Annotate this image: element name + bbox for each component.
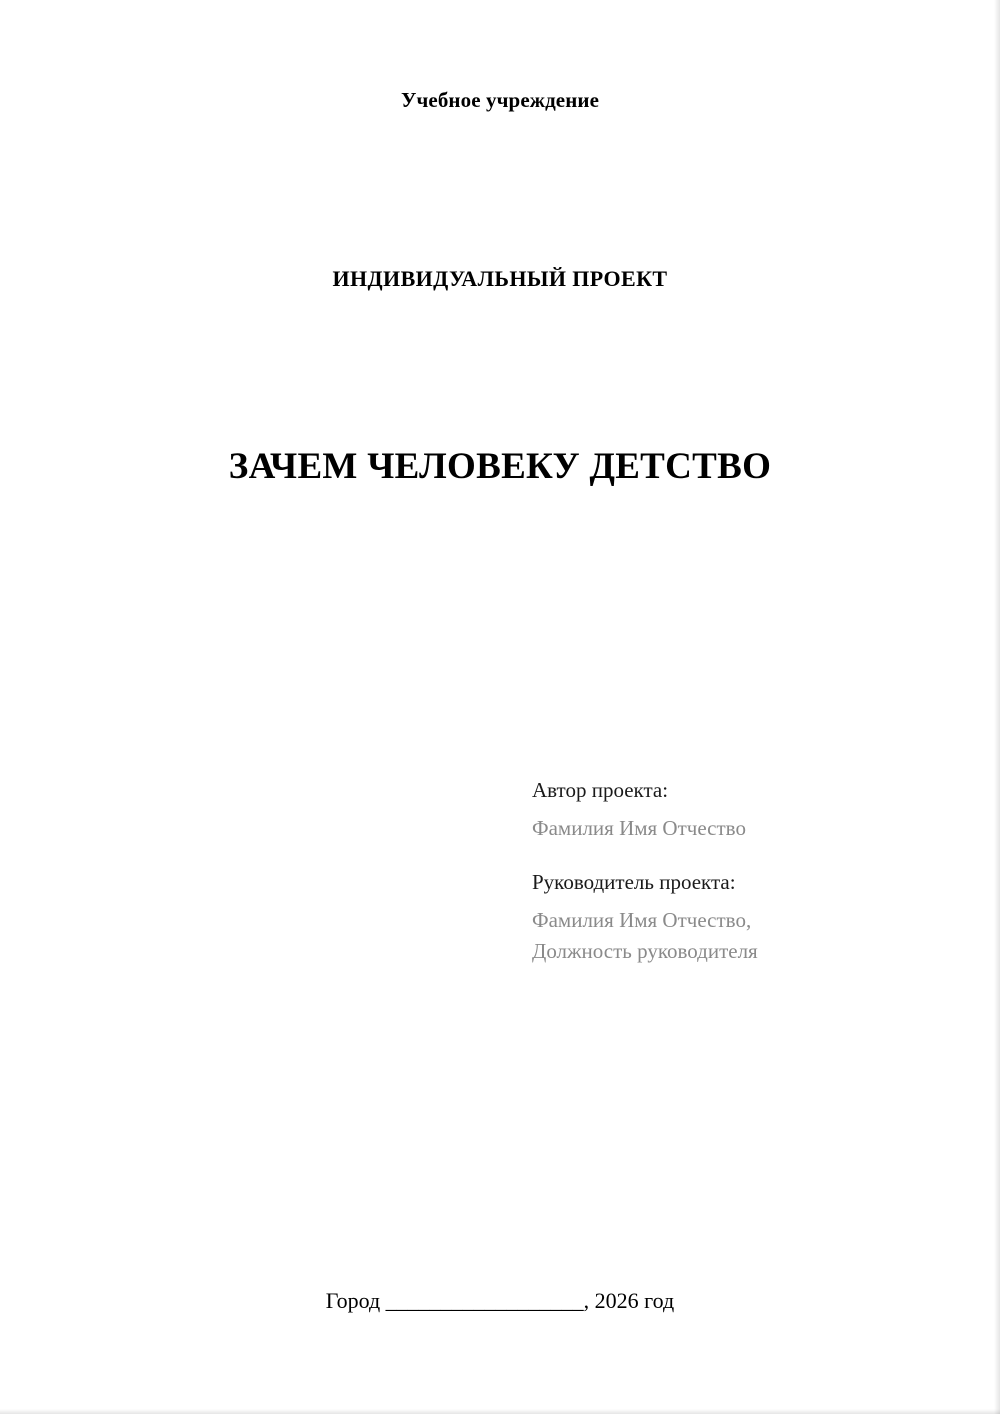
author-label: Автор проекта: bbox=[532, 778, 669, 802]
institution-name: Учебное учреждение bbox=[400, 88, 600, 112]
signature-block bbox=[532, 780, 932, 965]
supervisor-label: Руководитель проекта: bbox=[532, 869, 736, 894]
page-title: ЗАЧЕМ ЧЕЛОВЕКУ ДЕТСТВО bbox=[228, 446, 772, 487]
author-value: Фамилия Имя Отчество bbox=[532, 816, 746, 840]
page-edge-shadow bbox=[0, 1409, 1000, 1414]
supervisor-value-line-2: Должность руководителя bbox=[532, 938, 758, 963]
footer-city-year: Город __________________, 2026 год bbox=[325, 1288, 675, 1313]
supervisor-value-line-1: Фамилия Имя Отчество, bbox=[532, 907, 752, 932]
document-type: ИНДИВИДУАЛЬНЫЙ ПРОЕКТ bbox=[332, 266, 668, 291]
